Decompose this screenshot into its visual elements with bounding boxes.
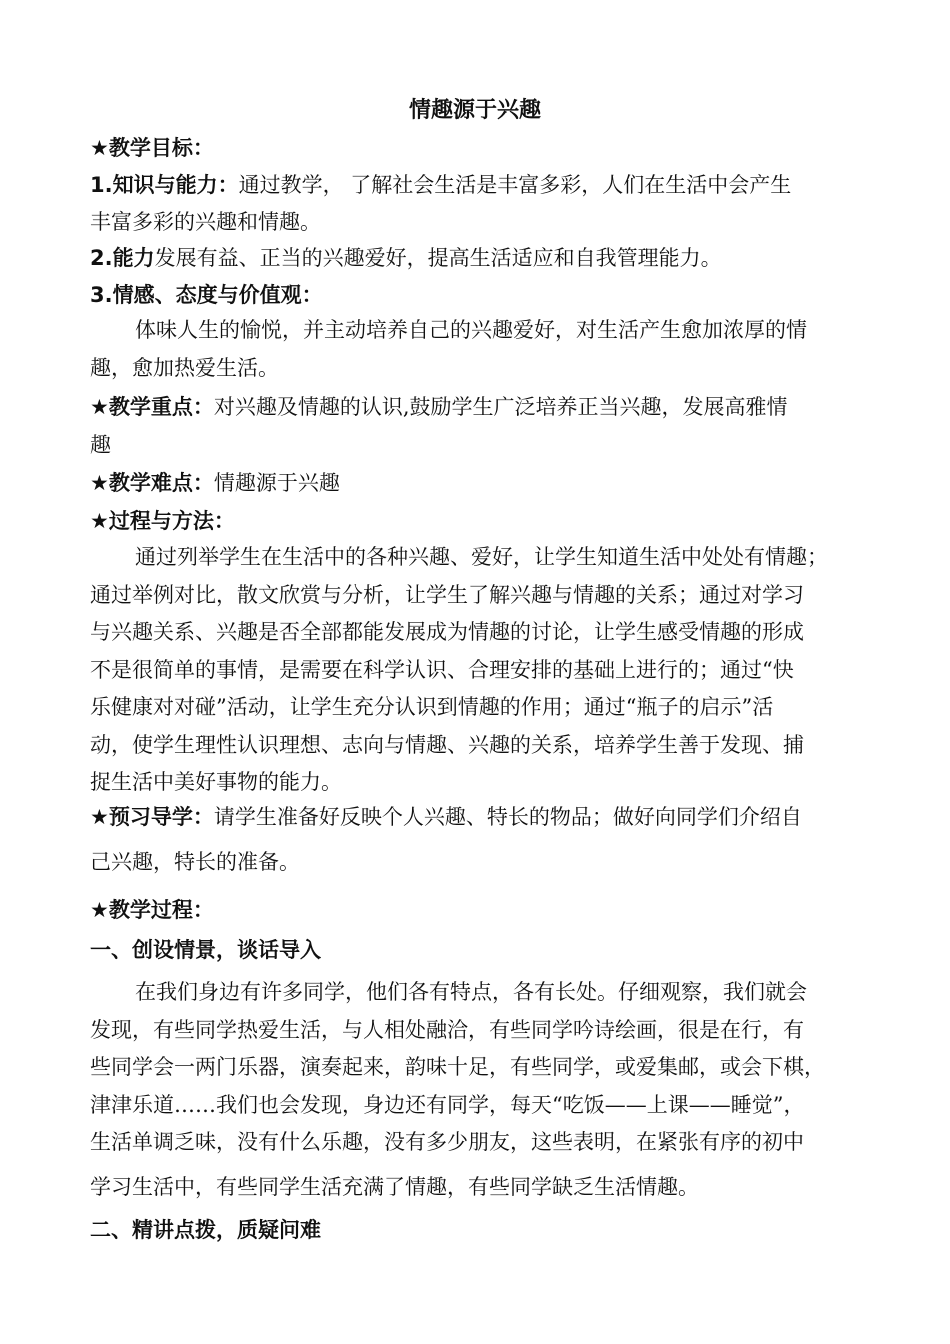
process-heading: ★教学过程： xyxy=(90,898,214,922)
key-point-label: ★教学重点： xyxy=(90,395,214,419)
difficulty-label: ★教学难点： xyxy=(90,471,214,495)
preview-line xyxy=(90,800,880,834)
method-paragraph-line: 捉生活中美好事物的能力。 xyxy=(90,770,342,794)
section-1-paragraph-line: 生活单调乏味，没有什么乐趣，没有多少朋友，这些表明，在紧张有序的初中 xyxy=(90,1130,804,1154)
key-point-line xyxy=(90,390,880,424)
objective-1-text-cont: 丰富多彩的兴趣和情趣。 xyxy=(90,210,321,234)
section-1-paragraph-line: 些同学会一两门乐器，演奏起来，韵味十足，有些同学，或爱集邮，或会下棋， xyxy=(90,1055,825,1079)
section-1-heading: 一、创设情景，谈话导入 xyxy=(90,938,321,962)
document-title: 情趣源于兴趣 xyxy=(408,98,541,123)
section-1-paragraph-line: 在我们身边有许多同学，他们各有特点，各有长处。仔细观察，我们就会 xyxy=(135,980,807,1004)
objective-2-text: 发展有益、正当的兴趣爱好，提高生活适应和自我管理能力。 xyxy=(154,246,722,270)
method-paragraph-line: 乐健康对对碰”活动，让学生充分认识到情趣的作用；通过“瓶子的启示”活 xyxy=(90,695,774,719)
section-1-paragraph-line: 津津乐道……我们也会发现，身边还有同学，每天“吃饭——上课——睡觉”， xyxy=(90,1093,805,1117)
objective-1-label: 1.知识与能力： xyxy=(90,173,239,197)
preview-label: ★预习导学： xyxy=(90,805,214,829)
section-1-paragraph-line: 学习生活中，有些同学生活充满了情趣，有些同学缺乏生活情趣。 xyxy=(90,1175,699,1199)
preview-text: 请学生准备好反映个人兴趣、特长的物品；做好向同学们介绍自 xyxy=(213,805,802,829)
method-heading: ★过程与方法： xyxy=(90,509,235,533)
objective-3-label: 3.情感、态度与价值观： xyxy=(90,283,323,307)
method-paragraph-line: 与兴趣关系、兴趣是否全部都能发展成为情趣的讨论，让学生感受情趣的形成 xyxy=(90,620,804,644)
objective-2-line xyxy=(90,241,880,275)
method-paragraph-line: 动，使学生理性认识理想、志向与情趣、兴趣的关系，培养学生善于发现、捕 xyxy=(90,733,804,757)
method-paragraph-line: 通过举例对比，散文欣赏与分析，让学生了解兴趣与情趣的关系；通过对学习 xyxy=(90,583,804,607)
objective-2-label: 2.能力 xyxy=(90,246,155,270)
objective-1-text: 通过教学， 了解社会生活是丰富多彩，人们在生活中会产生 xyxy=(238,173,792,197)
difficulty-line xyxy=(90,466,880,500)
objective-3-text: 体味人生的愉悦，并主动培养自己的兴趣爱好，对生活产生愈加浓厚的情 xyxy=(135,318,807,342)
method-paragraph-line: 不是很简单的事情，是需要在科学认识、合理安排的基础上进行的；通过“快 xyxy=(90,658,794,682)
section-1-paragraph-line: 发现，有些同学热爱生活，与人相处融洽，有些同学吟诗绘画，很是在行，有 xyxy=(90,1018,804,1042)
objective-3-text-cont: 趣，愈加热爱生活。 xyxy=(90,356,279,380)
preview-text-cont: 己兴趣，特长的准备。 xyxy=(90,850,300,874)
objectives-heading: ★教学目标： xyxy=(90,136,214,160)
objective-1-line xyxy=(90,168,880,202)
difficulty-text: 情趣源于兴趣 xyxy=(213,471,340,495)
key-point-text: 对兴趣及情趣的认识,鼓励学生广泛培养正当兴趣，发展高雅情 xyxy=(213,395,788,419)
section-2-heading: 二、精讲点拨，质疑问难 xyxy=(90,1218,321,1242)
method-paragraph-line: 通过列举学生在生活中的各种兴趣、爱好，让学生知道生活中处处有情趣； xyxy=(135,545,828,569)
key-point-text-cont: 趣 xyxy=(90,433,111,457)
